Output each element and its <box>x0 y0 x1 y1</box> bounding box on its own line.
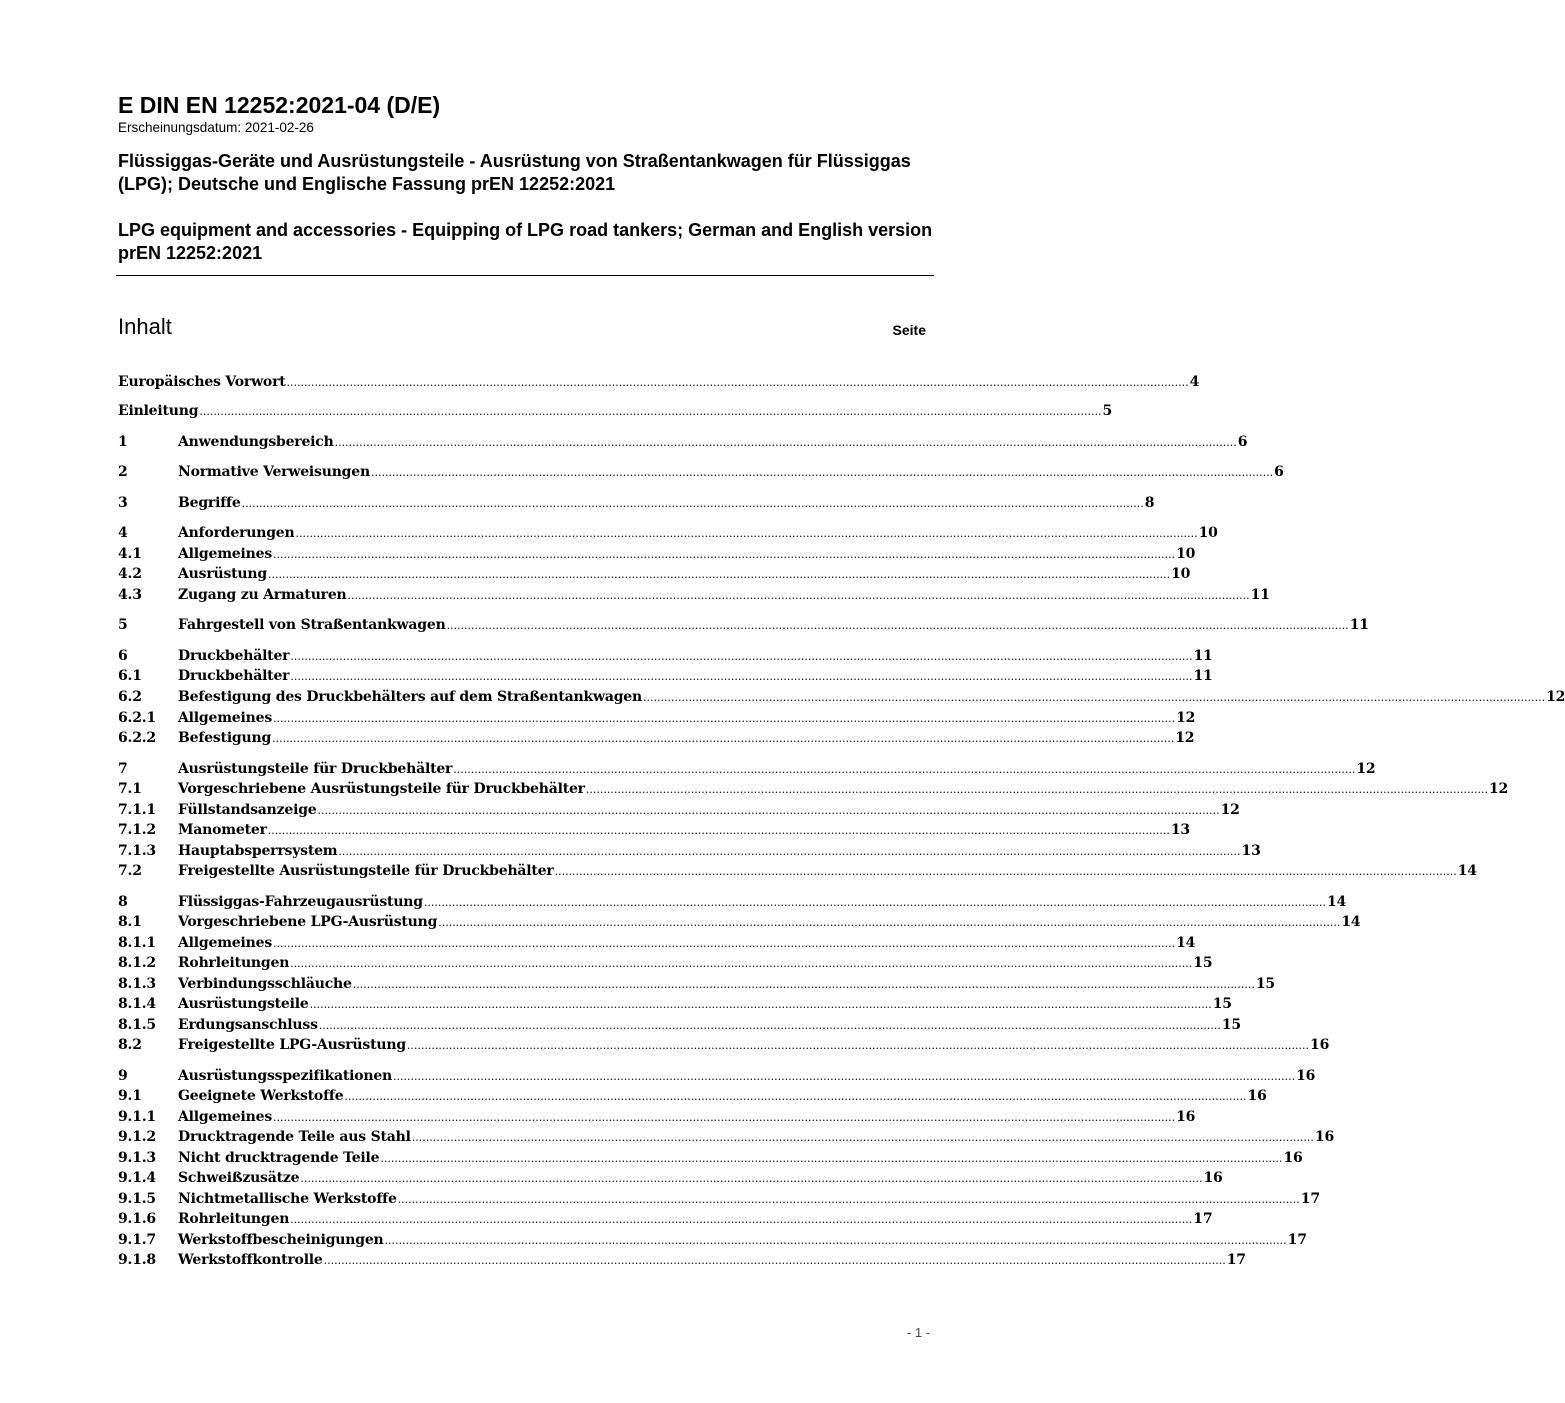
toc-entry[interactable] <box>118 1250 1246 1270</box>
toc-leader-dots: .................................................................................................................................................................................................................................................................. <box>267 568 1171 581</box>
toc-header <box>118 313 926 343</box>
toc-entry-number: 6.1 <box>118 668 142 684</box>
toc-entry[interactable] <box>118 994 1232 1014</box>
toc-leader-dots: .................................................................................................................................................................................................................................................................. <box>290 650 1193 663</box>
toc-entry-title: Befestigung des Druckbehälters auf dem Straßentankwagen <box>178 689 642 705</box>
toc-leader-dots: .................................................................................................................................................................................................................................................................. <box>338 845 1241 858</box>
toc-entry-title: Rohrleitungen <box>178 955 290 971</box>
toc-leader-dots: .................................................................................................................................................................................................................................................................. <box>295 527 1198 540</box>
subtitle-german: Flüssiggas-Geräte und Ausrüstungsteile - Ausrüstung von Straßentankwagen für Flüssiggas (LPG); Deutsche und Englische Fassung prEN 12252:2021 <box>118 151 911 194</box>
toc-entry[interactable] <box>118 666 1213 686</box>
toc-entry-number: 9.1.6 <box>118 1211 156 1227</box>
toc-entry-title: Druckbehälter <box>178 648 290 664</box>
toc-entry-page: 12 <box>1356 761 1376 777</box>
toc-entry-title: Nichtmetallische Werkstoffe <box>178 1191 397 1207</box>
toc-leader-dots: .................................................................................................................................................................................................................................................................. <box>384 1234 1287 1247</box>
toc-entry-number: 9.1 <box>118 1088 142 1104</box>
toc-entry[interactable] <box>118 1148 1303 1168</box>
toc-entry[interactable] <box>118 974 1275 994</box>
toc-leader-dots: .................................................................................................................................................................................................................................................................. <box>290 670 1193 683</box>
toc-entry-title: Nicht drucktragende Teile <box>178 1150 380 1166</box>
toc-entry[interactable] <box>118 861 1477 881</box>
toc-entry-page: 17 <box>1300 1191 1320 1207</box>
toc-leader-dots: .................................................................................................................................................................................................................................................................. <box>344 1090 1247 1103</box>
toc-entry-title: Allgemeines <box>178 935 273 951</box>
toc-entry-number: 8.1.1 <box>118 935 156 951</box>
toc-entry-title: Allgemeines <box>178 1109 273 1125</box>
toc-entry[interactable] <box>118 892 1347 912</box>
toc-leader-dots: .................................................................................................................................................................................................................................................................. <box>397 1193 1300 1206</box>
toc-entry[interactable] <box>118 372 1200 392</box>
toc-entry-title: Zugang zu Armaturen <box>178 587 347 603</box>
toc-entry[interactable] <box>118 1015 1241 1035</box>
toc-entry-page: 11 <box>1193 648 1213 664</box>
toc-entry-number: 2 <box>118 464 128 480</box>
toc-entry[interactable] <box>118 432 1248 452</box>
toc-entry-page: 11 <box>1349 617 1369 633</box>
toc-entry-page: 4 <box>1189 374 1200 390</box>
toc-leader-dots: .................................................................................................................................................................................................................................................................. <box>423 896 1326 909</box>
toc-entry-number: 6.2 <box>118 689 142 705</box>
toc-entry-page: 14 <box>1327 894 1347 910</box>
toc-leader-dots: .................................................................................................................................................................................................................................................................. <box>453 763 1356 776</box>
publication-date: Erscheinungsdatum: 2021-02-26 <box>118 120 314 135</box>
toc-entry-title: Freigestellte LPG-Ausrüstung <box>178 1037 406 1053</box>
toc-entry-page: 12 <box>1489 781 1509 797</box>
toc-entry-page: 16 <box>1314 1129 1334 1145</box>
toc-entry-title: Hauptabsperrsystem <box>178 843 338 859</box>
toc-entry-title: Ausrüstungsteile für Druckbehälter <box>178 761 453 777</box>
toc-entry-title: Schweißzusätze <box>178 1170 300 1186</box>
toc-entry-number: 7.1 <box>118 781 142 797</box>
toc-entry[interactable] <box>118 800 1240 820</box>
toc-entry[interactable] <box>118 615 1369 635</box>
toc-entry-page: 10 <box>1198 525 1218 541</box>
toc-entry[interactable] <box>118 1189 1320 1209</box>
toc-entry-title: Ausrüstung <box>178 566 267 582</box>
toc-entry[interactable] <box>118 841 1261 861</box>
toc-entry-title: Erdungsanschluss <box>178 1017 318 1033</box>
toc-entry-page: 12 <box>1176 710 1196 726</box>
toc-entry-page: 15 <box>1212 996 1232 1012</box>
toc-entry-number: 7.1.1 <box>118 802 156 818</box>
toc-page-column-label: Seite <box>892 322 926 338</box>
toc-leader-dots: .................................................................................................................................................................................................................................................................. <box>642 691 1546 704</box>
toc-entry-page: 16 <box>1203 1170 1223 1186</box>
toc-entry-page: 8 <box>1144 495 1155 511</box>
toc-leader-dots: .................................................................................................................................................................................................................................................................. <box>267 824 1170 837</box>
toc-entry-page: 16 <box>1176 1109 1196 1125</box>
toc-entry-page: 16 <box>1310 1037 1330 1053</box>
toc-entry-page: 15 <box>1255 976 1275 992</box>
toc-heading: Inhalt <box>118 314 172 339</box>
header-divider <box>116 275 934 276</box>
toc-entry[interactable] <box>118 564 1191 584</box>
toc-entry[interactable] <box>118 953 1213 973</box>
toc-entry[interactable] <box>118 779 1509 799</box>
toc-leader-dots: .................................................................................................................................................................................................................................................................. <box>273 937 1176 950</box>
toc-entry-number: 9.1.7 <box>118 1232 156 1248</box>
toc-leader-dots: .................................................................................................................................................................................................................................................................. <box>446 619 1349 632</box>
page-number: - 1 - <box>906 1325 930 1340</box>
toc-entry[interactable] <box>118 759 1376 779</box>
toc-entry-title: Verbindungsschläuche <box>178 976 352 992</box>
toc-entry-page: 12 <box>1546 689 1565 705</box>
toc-entry-page: 17 <box>1193 1211 1213 1227</box>
toc-entry-page: 6 <box>1237 434 1248 450</box>
toc-entry-page: 16 <box>1283 1150 1303 1166</box>
toc-entry-number: 8.2 <box>118 1037 142 1053</box>
toc-entry-title: Anwendungsbereich <box>178 434 334 450</box>
toc-entry[interactable] <box>118 1209 1213 1229</box>
toc-entry-number: 8 <box>118 894 128 910</box>
toc-entry[interactable] <box>118 544 1196 564</box>
document-header <box>118 90 933 265</box>
toc-entry-number: 7.1.2 <box>118 822 156 838</box>
toc-leader-dots: .................................................................................................................................................................................................................................................................. <box>309 998 1212 1011</box>
toc-entry[interactable] <box>118 820 1190 840</box>
toc-leader-dots: .................................................................................................................................................................................................................................................................. <box>438 916 1341 929</box>
toc-leader-dots: .................................................................................................................................................................................................................................................................. <box>393 1070 1296 1083</box>
toc-entry[interactable] <box>118 687 1565 707</box>
toc-entry-number: 4.1 <box>118 546 142 562</box>
toc-leader-dots: .................................................................................................................................................................................................................................................................. <box>406 1039 1310 1052</box>
toc-entry[interactable] <box>118 1086 1267 1106</box>
toc-entry[interactable] <box>118 493 1155 513</box>
toc-entry-number: 6.2.2 <box>118 730 156 746</box>
toc-entry[interactable] <box>118 462 1284 482</box>
toc-entry-number: 8.1.2 <box>118 955 156 971</box>
toc-leader-dots: .................................................................................................................................................................................................................................................................. <box>273 548 1176 561</box>
toc-entry-number: 8.1.5 <box>118 1017 156 1033</box>
toc-entry-title: Allgemeines <box>178 546 273 562</box>
toc-entry-title: Europäisches Vorwort <box>118 374 286 390</box>
toc-entry-number: 9.1.3 <box>118 1150 156 1166</box>
toc-leader-dots: .................................................................................................................................................................................................................................................................. <box>272 732 1175 745</box>
toc-entry-title: Werkstoffbescheinigungen <box>178 1232 384 1248</box>
toc-leader-dots: .................................................................................................................................................................................................................................................................. <box>352 978 1255 991</box>
toc-entry-title: Vorgeschriebene LPG-Ausrüstung <box>178 914 438 930</box>
toc-entry-title: Werkstoffkontrolle <box>178 1252 323 1268</box>
toc-leader-dots: .................................................................................................................................................................................................................................................................. <box>300 1172 1203 1185</box>
toc-entry[interactable] <box>118 1168 1223 1188</box>
toc-entry-number: 1 <box>118 434 128 450</box>
toc-entry-page: 11 <box>1193 668 1213 684</box>
toc-entry-number: 7.2 <box>118 863 142 879</box>
toc-entry-title: Fahrgestell von Straßentankwagen <box>178 617 446 633</box>
toc-entry-number: 4.2 <box>118 566 142 582</box>
toc-entry-number: 9.1.2 <box>118 1129 156 1145</box>
toc-entry-title: Geeignete Werkstoffe <box>178 1088 344 1104</box>
toc-entry-page: 15 <box>1193 955 1213 971</box>
toc-entry-title: Befestigung <box>178 730 272 746</box>
toc-entry-number: 9.1.4 <box>118 1170 156 1186</box>
toc-leader-dots: .................................................................................................................................................................................................................................................................. <box>241 497 1144 510</box>
toc-entry-number: 8.1.4 <box>118 996 156 1012</box>
toc-entry[interactable] <box>118 1035 1330 1055</box>
toc-entry-number: 7.1.3 <box>118 843 156 859</box>
toc-entry-title: Freigestellte Ausrüstungsteile für Druckbehälter <box>178 863 554 879</box>
toc-leader-dots: .................................................................................................................................................................................................................................................................. <box>347 589 1250 602</box>
toc-entry-page: 14 <box>1176 935 1196 951</box>
toc-entry-title: Manometer <box>178 822 267 838</box>
toc-entry-page: 17 <box>1287 1232 1307 1248</box>
toc-entry-title: Druckbehälter <box>178 668 290 684</box>
toc-entry-title: Ausrüstungsteile <box>178 996 309 1012</box>
toc-entry-page: 10 <box>1176 546 1196 562</box>
toc-leader-dots: .................................................................................................................................................................................................................................................................. <box>317 804 1220 817</box>
toc-entry-page: 14 <box>1457 863 1477 879</box>
toc-entry-number: 9.1.1 <box>118 1109 156 1125</box>
toc-leader-dots: .................................................................................................................................................................................................................................................................. <box>323 1254 1226 1267</box>
toc-leader-dots: .................................................................................................................................................................................................................................................................. <box>380 1152 1283 1165</box>
toc-entry-page: 14 <box>1341 914 1361 930</box>
toc-entry-number: 6 <box>118 648 128 664</box>
toc-entry[interactable] <box>118 646 1213 666</box>
toc-leader-dots: .................................................................................................................................................................................................................................................................. <box>273 1111 1176 1124</box>
toc-entry-title: Flüssiggas-Fahrzeugausrüstung <box>178 894 423 910</box>
toc-entry-page: 16 <box>1296 1068 1316 1084</box>
toc-entry-title: Ausrüstungsspezifikationen <box>178 1068 393 1084</box>
subtitle-english: LPG equipment and accessories - Equipping of LPG road tankers; German and English version prEN 12252:2021 <box>118 220 933 263</box>
toc-entry[interactable] <box>118 1230 1307 1250</box>
toc-entry-title: Einleitung <box>118 403 199 419</box>
toc-entry[interactable] <box>118 708 1196 728</box>
toc-entry-page: 16 <box>1247 1088 1267 1104</box>
toc-leader-dots: .................................................................................................................................................................................................................................................................. <box>334 436 1237 449</box>
toc-entry-title: Normative Verweisungen <box>178 464 370 480</box>
toc-entry-page: 11 <box>1250 587 1270 603</box>
toc-entry-page: 17 <box>1226 1252 1246 1268</box>
toc-leader-dots: .................................................................................................................................................................................................................................................................. <box>199 405 1102 418</box>
toc-entry-number: 5 <box>118 617 128 633</box>
toc-entry-title: Begriffe <box>178 495 241 511</box>
toc-entry[interactable] <box>118 1107 1196 1127</box>
toc-leader-dots: .................................................................................................................................................................................................................................................................. <box>585 783 1488 796</box>
toc-entry-page: 13 <box>1170 822 1190 838</box>
toc-entry-page: 12 <box>1175 730 1195 746</box>
toc-entry-number: 4 <box>118 525 128 541</box>
toc-entry-title: Vorgeschriebene Ausrüstungsteile für Druckbehälter <box>178 781 585 797</box>
toc-entry[interactable] <box>118 523 1218 543</box>
toc-leader-dots: .................................................................................................................................................................................................................................................................. <box>370 466 1274 479</box>
toc-entry-title: Rohrleitungen <box>178 1211 290 1227</box>
toc-leader-dots: .................................................................................................................................................................................................................................................................. <box>273 712 1176 725</box>
toc-entry-title: Drucktragende Teile aus Stahl <box>178 1129 411 1145</box>
toc-entry-page: 5 <box>1102 403 1112 419</box>
toc-entry-number: 9 <box>118 1068 128 1084</box>
toc-entry-page: 10 <box>1171 566 1191 582</box>
toc-entry[interactable] <box>118 401 1112 421</box>
toc-leader-dots: .................................................................................................................................................................................................................................................................. <box>290 1213 1193 1226</box>
toc-entry[interactable] <box>118 912 1361 932</box>
toc-entry-page: 12 <box>1220 802 1240 818</box>
toc-entry-page: 6 <box>1274 464 1284 480</box>
toc-entry-number: 6.2.1 <box>118 710 156 726</box>
toc-entry-number: 9.1.5 <box>118 1191 156 1207</box>
toc-entry-number: 3 <box>118 495 128 511</box>
toc-entry-number: 9.1.8 <box>118 1252 156 1268</box>
toc-entry-title: Füllstandsanzeige <box>178 802 317 818</box>
toc-entry-number: 4.3 <box>118 587 142 603</box>
toc-entry-number: 7 <box>118 761 128 777</box>
toc-leader-dots: .................................................................................................................................................................................................................................................................. <box>290 957 1193 970</box>
toc-leader-dots: .................................................................................................................................................................................................................................................................. <box>411 1131 1314 1144</box>
toc-entry[interactable] <box>118 728 1195 748</box>
toc-entry-page: 15 <box>1221 1017 1241 1033</box>
toc-entry[interactable] <box>118 1127 1334 1147</box>
toc-entry-title: Anforderungen <box>178 525 295 541</box>
toc-entry[interactable] <box>118 1066 1316 1086</box>
toc-leader-dots: .................................................................................................................................................................................................................................................................. <box>286 376 1189 389</box>
toc-entry[interactable] <box>118 933 1196 953</box>
toc-entry[interactable] <box>118 585 1270 605</box>
toc-entry-number: 8.1 <box>118 914 142 930</box>
toc-entry-title: Allgemeines <box>178 710 273 726</box>
toc-entry-page: 13 <box>1241 843 1261 859</box>
toc-leader-dots: .................................................................................................................................................................................................................................................................. <box>318 1019 1221 1032</box>
toc-entry-number: 8.1.3 <box>118 976 156 992</box>
toc-leader-dots: .................................................................................................................................................................................................................................................................. <box>554 865 1457 878</box>
document-title: E DIN EN 12252:2021-04 (D/E) <box>118 92 441 118</box>
